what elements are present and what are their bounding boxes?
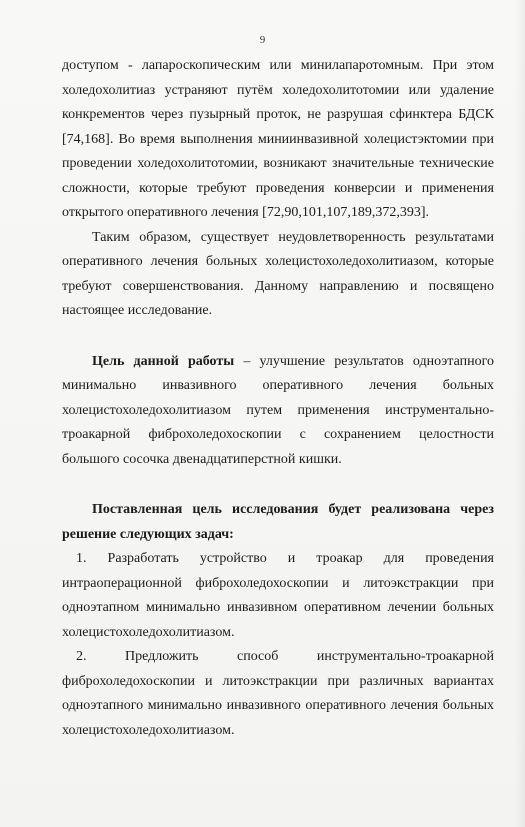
task-text: Предложить способ инструментально-троакарной фиброхоледохоскопии и литоэкстракции при различных вариантах одноэтапного минимально инвазивного оперативного лечения больных холецистохоледохолитиазом. [62, 649, 494, 738]
spacer [62, 324, 494, 350]
page-number: 9 [259, 34, 266, 46]
goal-paragraph [62, 350, 494, 473]
tasks-heading-text: Поставленная цель исследования будет реализована через решение следующих задач: [62, 502, 494, 542]
task-item-1 [62, 547, 494, 645]
task-number: 2. [76, 649, 87, 664]
summary-paragraph: Таким образом, существует неудовлетворенность результатами оперативного лечения больных холецистохоледохолитиазом, которые требуют совершенствования. Данному направлению и посвящено настоящее исследование. [62, 229, 494, 318]
tasks-heading [62, 498, 494, 547]
page-edge-shadow [515, 0, 525, 827]
task-number: 1. [76, 551, 87, 566]
spacer [62, 472, 494, 498]
task-item-2 [62, 645, 494, 743]
tasks-list [62, 547, 494, 743]
task-text: Разработать устройство и троакар для проведения интраоперационной фиброхоледохоскопии и литоэкстракции при одноэтапном минимально инвазивном оперативном лечении больных холецистохоледохолитиазом. [62, 551, 495, 640]
goal-text: – улучшение результатов одноэтапного минимально инвазивного оперативного лечения больных холецистохоледохолитиазом путем применения инструментально-троакарной фиброхоледохоскопии с сохранением целостности большого сосочка двенадцатиперстной кишки. [62, 353, 494, 467]
intro-paragraph: доступом - лапароскопическим или минилапаротомным. При этом холедохолитиаз устраняют путём холедохолитотомии или удаление конкрементов через пузырный проток, не разрушая сфинктера БДСК [74,168]. Во время выполнения миниинвазивной холецистэктомии при проведении холедохолитотомии, возникают значительные технические сложности, которые требуют проведения конверсии и применения открытого оперативного лечения [72,90,101,107,189,372,393]. [62, 58, 494, 220]
page-body [62, 54, 494, 743]
goal-label: Цель данной работы [92, 353, 235, 369]
